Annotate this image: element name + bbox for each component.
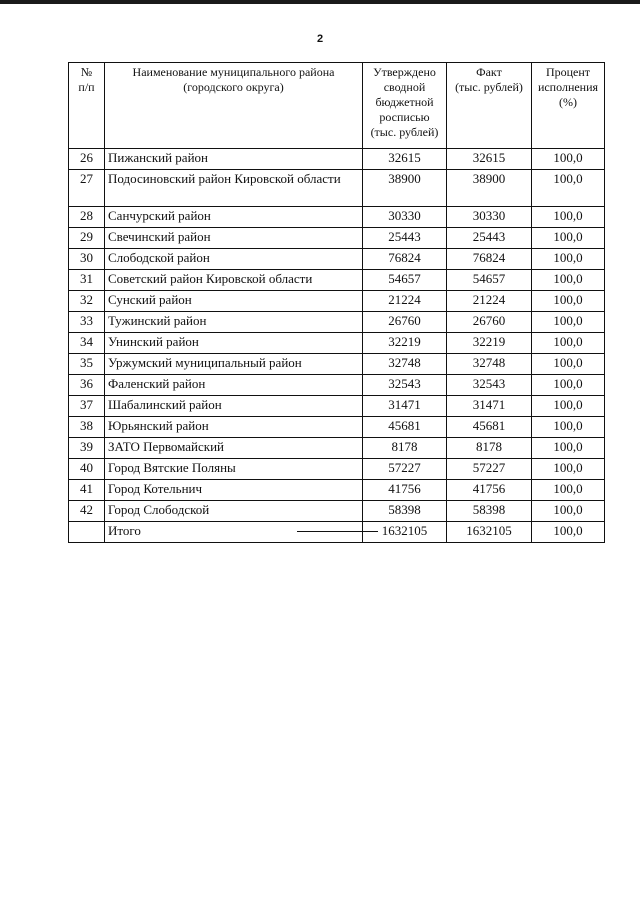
table-row bbox=[69, 291, 605, 312]
row-name: Санчурский район bbox=[105, 207, 363, 228]
total-approved: 1632105 bbox=[363, 522, 447, 543]
total-percent: 100,0 bbox=[532, 522, 605, 543]
table-row bbox=[69, 170, 605, 207]
table-row bbox=[69, 312, 605, 333]
row-fact: 32219 bbox=[447, 333, 532, 354]
row-fact: 45681 bbox=[447, 417, 532, 438]
row-fact: 8178 bbox=[447, 438, 532, 459]
row-percent: 100,0 bbox=[532, 170, 605, 207]
row-num: 30 bbox=[69, 249, 105, 270]
header-num: № п/п bbox=[69, 63, 105, 149]
row-fact: 32748 bbox=[447, 354, 532, 375]
table-row bbox=[69, 354, 605, 375]
row-fact: 58398 bbox=[447, 501, 532, 522]
row-num: 33 bbox=[69, 312, 105, 333]
row-fact: 32615 bbox=[447, 149, 532, 170]
row-name: Сунский район bbox=[105, 291, 363, 312]
total-fact: 1632105 bbox=[447, 522, 532, 543]
row-fact: 41756 bbox=[447, 480, 532, 501]
row-num: 41 bbox=[69, 480, 105, 501]
top-border-rule bbox=[0, 0, 640, 4]
row-approved: 32615 bbox=[363, 149, 447, 170]
table-row bbox=[69, 249, 605, 270]
row-name: Тужинский район bbox=[105, 312, 363, 333]
row-approved: 25443 bbox=[363, 228, 447, 249]
row-fact: 30330 bbox=[447, 207, 532, 228]
row-approved: 41756 bbox=[363, 480, 447, 501]
table-row bbox=[69, 438, 605, 459]
closing-rule bbox=[297, 531, 378, 532]
row-percent: 100,0 bbox=[532, 312, 605, 333]
row-percent: 100,0 bbox=[532, 438, 605, 459]
row-num: 39 bbox=[69, 438, 105, 459]
row-fact: 57227 bbox=[447, 459, 532, 480]
row-approved: 32219 bbox=[363, 333, 447, 354]
row-name: Уржумский муниципальный район bbox=[105, 354, 363, 375]
row-name: Подосиновский район Кировской области bbox=[105, 170, 363, 207]
row-approved: 76824 bbox=[363, 249, 447, 270]
row-percent: 100,0 bbox=[532, 249, 605, 270]
row-percent: 100,0 bbox=[532, 354, 605, 375]
table-row bbox=[69, 333, 605, 354]
table-row bbox=[69, 270, 605, 291]
row-name: Город Вятские Поляны bbox=[105, 459, 363, 480]
row-num: 37 bbox=[69, 396, 105, 417]
row-percent: 100,0 bbox=[532, 207, 605, 228]
row-approved: 21224 bbox=[363, 291, 447, 312]
total-label: Итого bbox=[105, 522, 363, 543]
row-name: Слободской район bbox=[105, 249, 363, 270]
row-percent: 100,0 bbox=[532, 228, 605, 249]
row-percent: 100,0 bbox=[532, 417, 605, 438]
row-fact: 76824 bbox=[447, 249, 532, 270]
header-name: Наименование муниципального района (городского округа) bbox=[105, 63, 363, 149]
row-num: 42 bbox=[69, 501, 105, 522]
table-row bbox=[69, 480, 605, 501]
table-row bbox=[69, 417, 605, 438]
row-num: 27 bbox=[69, 170, 105, 207]
row-num: 29 bbox=[69, 228, 105, 249]
row-fact: 26760 bbox=[447, 312, 532, 333]
row-fact: 32543 bbox=[447, 375, 532, 396]
row-fact: 31471 bbox=[447, 396, 532, 417]
row-num: 31 bbox=[69, 270, 105, 291]
row-approved: 45681 bbox=[363, 417, 447, 438]
row-percent: 100,0 bbox=[532, 396, 605, 417]
header-percent: Процент исполнения (%) bbox=[532, 63, 605, 149]
row-approved: 57227 bbox=[363, 459, 447, 480]
row-name: Советский район Кировской области bbox=[105, 270, 363, 291]
row-percent: 100,0 bbox=[532, 501, 605, 522]
row-fact: 54657 bbox=[447, 270, 532, 291]
page-number: 2 bbox=[316, 33, 324, 45]
row-approved: 30330 bbox=[363, 207, 447, 228]
table-row bbox=[69, 396, 605, 417]
row-approved: 31471 bbox=[363, 396, 447, 417]
row-percent: 100,0 bbox=[532, 480, 605, 501]
row-approved: 32543 bbox=[363, 375, 447, 396]
row-fact: 21224 bbox=[447, 291, 532, 312]
row-name: Пижанский район bbox=[105, 149, 363, 170]
row-percent: 100,0 bbox=[532, 291, 605, 312]
row-approved: 26760 bbox=[363, 312, 447, 333]
row-percent: 100,0 bbox=[532, 149, 605, 170]
row-num: 28 bbox=[69, 207, 105, 228]
row-percent: 100,0 bbox=[532, 270, 605, 291]
row-num: 38 bbox=[69, 417, 105, 438]
row-name: Фаленский район bbox=[105, 375, 363, 396]
row-name: Город Слободской bbox=[105, 501, 363, 522]
table-row bbox=[69, 375, 605, 396]
row-fact: 38900 bbox=[447, 170, 532, 207]
row-name: Унинский район bbox=[105, 333, 363, 354]
header-fact: Факт (тыс. рублей) bbox=[447, 63, 532, 149]
row-name: Юрьянский район bbox=[105, 417, 363, 438]
row-approved: 8178 bbox=[363, 438, 447, 459]
table-row bbox=[69, 501, 605, 522]
row-approved: 54657 bbox=[363, 270, 447, 291]
row-approved: 38900 bbox=[363, 170, 447, 207]
row-approved: 32748 bbox=[363, 354, 447, 375]
row-num: 32 bbox=[69, 291, 105, 312]
row-num: 40 bbox=[69, 459, 105, 480]
row-num: 35 bbox=[69, 354, 105, 375]
row-name: ЗАТО Первомайский bbox=[105, 438, 363, 459]
table-row bbox=[69, 207, 605, 228]
row-name: Город Котельнич bbox=[105, 480, 363, 501]
table-row bbox=[69, 228, 605, 249]
total-row bbox=[69, 522, 605, 543]
row-percent: 100,0 bbox=[532, 333, 605, 354]
row-name: Свечинский район bbox=[105, 228, 363, 249]
row-num: 34 bbox=[69, 333, 105, 354]
budget-execution-table bbox=[68, 62, 605, 543]
row-percent: 100,0 bbox=[532, 459, 605, 480]
row-name: Шабалинский район bbox=[105, 396, 363, 417]
total-num bbox=[69, 522, 105, 543]
row-approved: 58398 bbox=[363, 501, 447, 522]
table-row bbox=[69, 149, 605, 170]
row-num: 36 bbox=[69, 375, 105, 396]
row-fact: 25443 bbox=[447, 228, 532, 249]
table-row bbox=[69, 459, 605, 480]
row-percent: 100,0 bbox=[532, 375, 605, 396]
table-header-row bbox=[69, 63, 605, 149]
row-num: 26 bbox=[69, 149, 105, 170]
header-approved: Утверждено сводной бюджетной росписью (тыс. рублей) bbox=[363, 63, 447, 149]
